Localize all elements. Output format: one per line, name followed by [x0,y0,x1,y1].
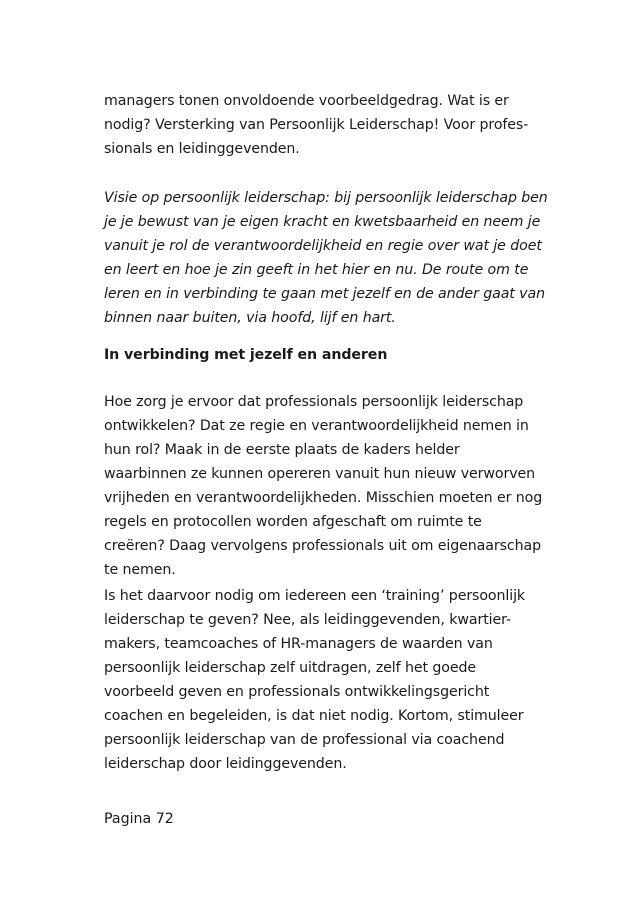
paragraph-body-1 [104,390,543,582]
text-line: Is het daarvoor nodig om iedereen een ‘training’ persoonlijk [104,588,526,604]
text-line: sionals en leidinggevenden. [104,141,300,157]
text-line: te nemen. [104,562,176,578]
text-line: managers tonen onvoldoende voorbeeldgedrag. Wat is er [104,93,509,109]
paragraph-intro [104,89,534,161]
text-line: Visie op persoonlijk leiderschap: bij persoonlijk leiderschap ben [104,190,548,206]
text-line: leren en in verbinding te gaan met jezelf en de ander gaat van [104,286,545,302]
text-line: hun rol? Maak in de eerste plaats de kaders helder [104,442,460,458]
text-line: coachen en begeleiden, is dat niet nodig. Kortom, stimuleer [104,708,524,724]
text-line: nodig? Versterking van Persoonlijk Leiderschap! Voor profes- [104,117,529,133]
text-line: vanuit je rol de verantwoordelijkheid en regie over wat je doet [104,238,542,254]
text-line: en leert en hoe je zin geeft in het hier en nu. De route om te [104,262,529,278]
text-line: voorbeeld geven en professionals ontwikkelingsgericht [104,684,490,700]
text-line: makers, teamcoaches of HR-managers de waarden van [104,636,493,652]
text-line: persoonlijk leiderschap van de professional via coachend [104,732,505,748]
text-line: Hoe zorg je ervoor dat professionals persoonlijk leiderschap [104,394,524,410]
text-line: leiderschap te geven? Nee, als leidinggevenden, kwartier- [104,612,511,628]
page-number: Pagina 72 [104,811,174,827]
text-line: vrijheden en verantwoordelijkheden. Misschien moeten er nog [104,490,543,506]
paragraph-body-2 [104,584,534,776]
text-line: je je bewust van je eigen kracht en kwetsbaarheid en neem je [104,214,541,230]
text-line: ontwikkelen? Dat ze regie en verantwoordelijkheid nemen in [104,418,529,434]
section-heading: In verbinding met jezelf en anderen [104,347,388,363]
text-line: creëren? Daag vervolgens professionals uit om eigenaarschap [104,538,541,554]
text-line: regels en protocollen worden afgeschaft om ruimte te [104,514,482,530]
text-line: waarbinnen ze kunnen opereren vanuit hun nieuw verworven [104,466,536,482]
text-line: binnen naar buiten, via hoofd, lijf en hart. [104,310,396,326]
paragraph-vision-italic [104,186,548,330]
text-line: persoonlijk leiderschap zelf uitdragen, zelf het goede [104,660,476,676]
text-line: leiderschap door leidinggevenden. [104,756,347,772]
